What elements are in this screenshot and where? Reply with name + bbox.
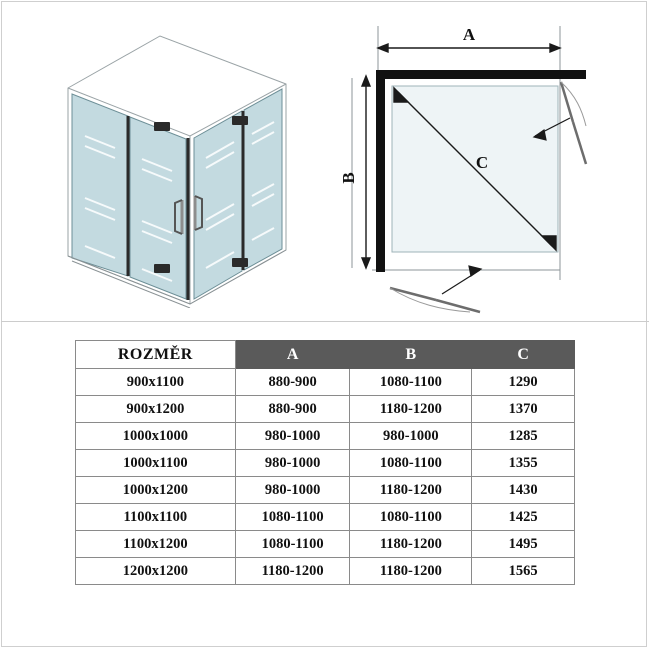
cell-a: 980-1000 <box>235 423 350 450</box>
cell-c: 1565 <box>472 558 575 585</box>
table-row <box>76 477 575 504</box>
cell-a: 1080-1100 <box>235 531 350 558</box>
cell-c: 1290 <box>472 369 575 396</box>
table-row <box>76 423 575 450</box>
cell-b: 1180-1200 <box>350 396 472 423</box>
table-header-row <box>76 341 575 369</box>
dimension-table <box>75 340 575 585</box>
cell-a: 1180-1200 <box>235 558 350 585</box>
plan-view-container <box>330 18 630 318</box>
cell-a: 880-900 <box>235 369 350 396</box>
cell-size: 1000x1000 <box>76 423 236 450</box>
cell-c: 1425 <box>472 504 575 531</box>
cell-c: 1355 <box>472 450 575 477</box>
section-divider <box>1 321 649 322</box>
cell-a: 1080-1100 <box>235 504 350 531</box>
table-header-a: A <box>235 341 350 369</box>
cell-c: 1430 <box>472 477 575 504</box>
table-header-b: B <box>350 341 472 369</box>
cell-size: 1000x1100 <box>76 450 236 477</box>
dimension-table-container <box>75 340 575 585</box>
table-row <box>76 369 575 396</box>
cell-c: 1285 <box>472 423 575 450</box>
cell-size: 1100x1100 <box>76 504 236 531</box>
cell-a: 880-900 <box>235 396 350 423</box>
cell-b: 1080-1100 <box>350 504 472 531</box>
cell-c: 1370 <box>472 396 575 423</box>
table-row <box>76 396 575 423</box>
table-row <box>76 504 575 531</box>
table-header-c: C <box>472 341 575 369</box>
table-row <box>76 558 575 585</box>
cell-a: 980-1000 <box>235 477 350 504</box>
cell-size: 900x1200 <box>76 396 236 423</box>
shower-enclosure-3d-view <box>30 18 320 308</box>
cell-size: 1100x1200 <box>76 531 236 558</box>
table-row <box>76 531 575 558</box>
cell-a: 980-1000 <box>235 450 350 477</box>
shower-enclosure-plan-view <box>330 18 630 318</box>
cell-size: 900x1100 <box>76 369 236 396</box>
cell-c: 1495 <box>472 531 575 558</box>
cell-size: 1000x1200 <box>76 477 236 504</box>
plan-label-a: A <box>462 25 476 44</box>
iso-view-container <box>30 18 320 308</box>
cell-size: 1200x1200 <box>76 558 236 585</box>
cell-b: 1080-1100 <box>350 450 472 477</box>
cell-b: 980-1000 <box>350 423 472 450</box>
drawings-section <box>0 0 650 322</box>
table-header-rozmer: ROZMĚR <box>76 341 236 369</box>
cell-b: 1180-1200 <box>350 477 472 504</box>
cell-b: 1180-1200 <box>350 558 472 585</box>
table-row <box>76 450 575 477</box>
plan-label-c: C <box>475 153 489 172</box>
cell-b: 1180-1200 <box>350 531 472 558</box>
cell-b: 1080-1100 <box>350 369 472 396</box>
plan-label-b: B <box>339 172 358 184</box>
